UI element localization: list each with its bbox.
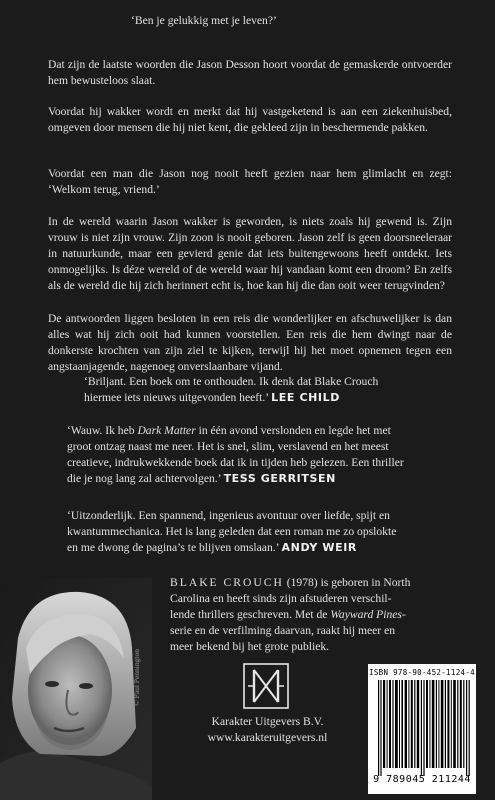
review-text: in één avond verslonden en legde het met: [195, 424, 391, 437]
review-text: hiermee iets nieuws uitgevonden heeft.’: [84, 391, 269, 404]
review-author: ANDY WEIR: [281, 541, 358, 554]
publisher-url: www.karakteruitgevers.nl: [207, 731, 328, 744]
review-andy-weir: [67, 508, 467, 556]
review-text: die je nog lang zal achtervolgen.’: [67, 472, 221, 485]
review-lee-child: [84, 374, 464, 406]
review-line: [67, 471, 467, 487]
review-text: ‘Wauw. Ik heb: [67, 424, 138, 437]
isbn-barcode: [368, 664, 476, 794]
paragraph-4: In de wereld waarin Jason wakker is geworden, is niets zoals hij gewend is. Zijn vrouw is niet zijn vrouw. Zijn zoon is nooit geboren. Jason zelf is geen doorsneeleraar in natuurkunde, maar een gevierd genie dat iets buitengewoons heeft ontdekt. Iets onmogelijks. Is déze wereld of de wereld waar hij vandaan komt een droom? En zelfs als de wereld die hij zich herinnert echt is, hoe kan hij die dan ooit weer terugvinden?: [48, 215, 452, 292]
review-author: LEE CHILD: [271, 391, 340, 404]
review-line: ‘Briljant. Een boek om te onthouden. Ik denk dat Blake Crouch: [84, 375, 379, 388]
bio-text: (1978) is geboren in North: [283, 576, 411, 589]
barcode-digits: 9 789045 211244: [373, 774, 471, 785]
review-line: ‘Uitzonderlijk. Een spannend, ingenieus avontuur over liefde, spijt en: [67, 509, 390, 522]
paragraph-5: De antwoorden liggen besloten in een reis die wonderlijker en afschuwelijker is dan alles wat hij zich ooit had kunnen voorstellen. Een reis die hem dwingt naar de donkerste krochten van zijn ziel te kijken, terwijl hij het moet opnemen tegen een angstaanjagende, nagenoeg onverslaanbare vijand.: [48, 312, 452, 373]
review-author: TESS GERRITSEN: [223, 472, 336, 485]
author-name: BLAKE CROUCH: [170, 576, 284, 589]
paragraph-2: Voordat hij wakker wordt en merkt dat hij vastgeketend is aan een ziekenhuisbed, omgeven door mensen die hij niet kent, die gekleed zijn in beschermende pakken.: [48, 105, 452, 134]
paragraph-3: Voordat een man die Jason nog nooit heeft gezien naar hem glimlacht en zegt: ‘Welkom terug, vriend.’: [48, 167, 452, 196]
bio-text: -: [401, 608, 406, 621]
photo-credit: © Paul Pennington: [132, 649, 141, 706]
review-text: en me dwong de pagina’s te blijven omslaan.’: [67, 541, 279, 554]
review-line: creatieve, indrukwekkende boek dat ik in tijden heb gelezen. Een thriller: [67, 456, 404, 469]
review-line: kwantummechanica. Het is lang geleden dat een roman me zo opslokte: [67, 525, 397, 538]
bio-text: lende thrillers geschreven. Met de: [170, 608, 331, 621]
review-line: groot ontzag naast me neer. Het is snel, slim, verslavend en het meest: [67, 440, 389, 453]
bio-line: serie en de verfilming daarvan, raakt hij meer en: [170, 624, 396, 637]
intro-quote: ‘Ben je gelukkig met je leven?’: [131, 14, 277, 27]
review-line: [84, 390, 464, 406]
publisher-logo-icon: [242, 662, 290, 710]
publisher-info: [200, 714, 335, 746]
author-photo: [0, 578, 152, 800]
paragraph-1: Dat zijn de laatste woorden die Jason Desson hoort voordat de gemaskerde ontvoerder hem bewusteloos slaat.: [48, 58, 452, 87]
author-portrait-image: [0, 578, 152, 800]
review-tess-gerritsen: [67, 423, 467, 487]
bio-line: Carolina en heeft sinds zijn afstuderen verschil-: [170, 592, 392, 605]
review-line: [67, 540, 467, 556]
isbn-label: ISBN 978-90-452-1124-4: [369, 668, 475, 677]
book-title: Dark Matter: [137, 424, 196, 437]
review-line: [67, 423, 467, 439]
barcode-bars: [378, 680, 470, 776]
bio-line: [170, 575, 460, 591]
bio-line: [170, 607, 460, 623]
series-title: Wayward Pines: [330, 608, 402, 621]
publisher-name: Karakter Uitgevers B.V.: [211, 715, 324, 728]
author-bio: [170, 575, 460, 655]
bio-line: meer bekend bij het grote publiek.: [170, 640, 330, 653]
